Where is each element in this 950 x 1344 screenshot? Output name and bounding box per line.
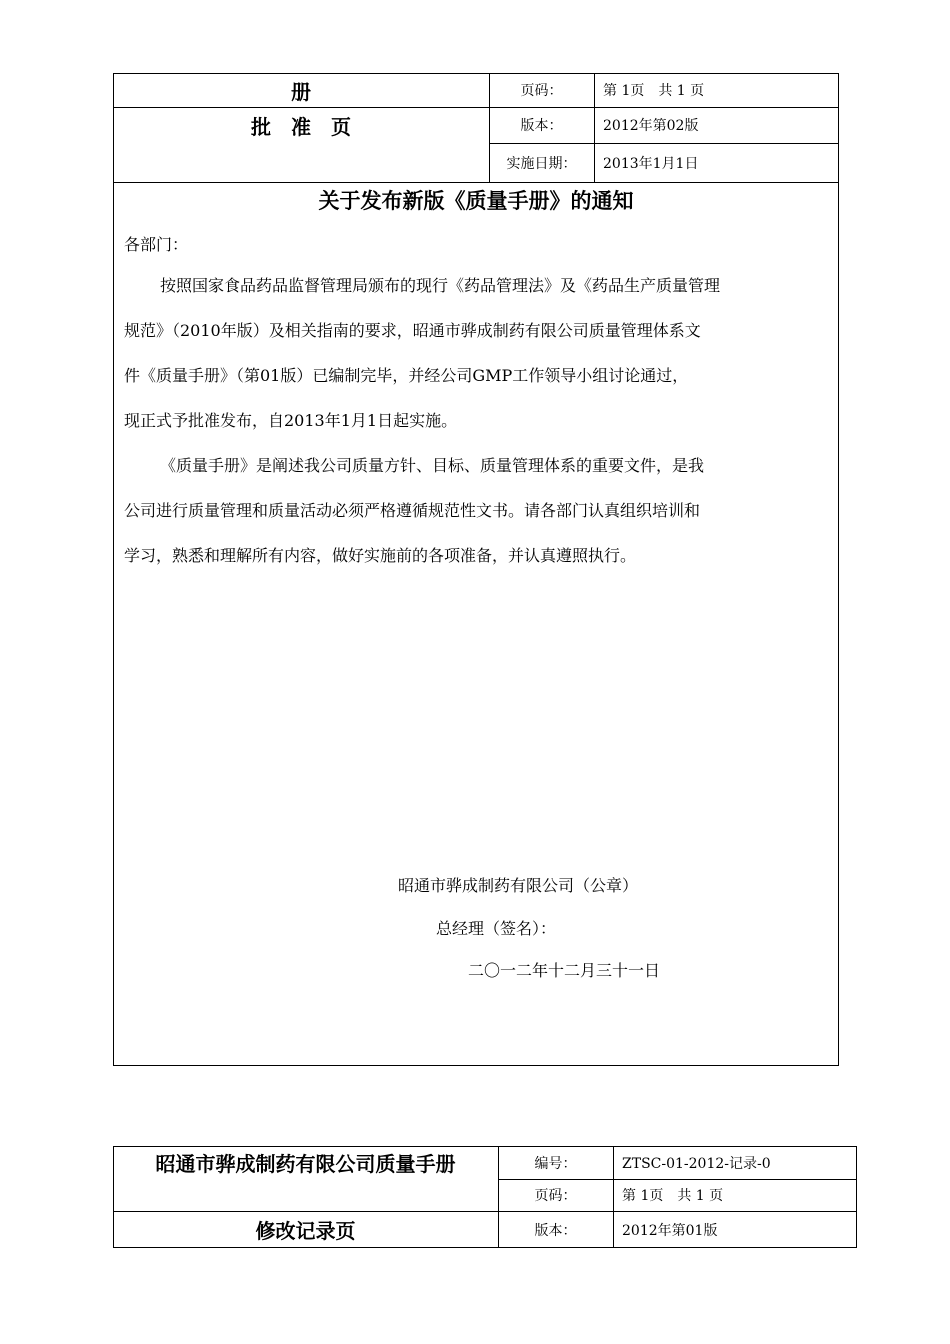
- effective-date-value: 2013年1月1日: [603, 155, 699, 172]
- page-subtitle: 批 准 页: [251, 114, 351, 139]
- effective-date-label: 实施日期：: [506, 155, 577, 172]
- paragraph-line: 规范》（2010年版）及相关指南的要求，昭通市骅成制药有限公司质量管理体系文: [124, 321, 701, 340]
- notice-paragraph-2: [124, 443, 830, 578]
- page-number-value: 第 1页 共 1 页: [603, 83, 705, 99]
- paragraph-line: 学习，熟悉和理解所有内容，做好实施前的各项准备，并认真遵照执行。: [124, 546, 637, 565]
- page-number-label: 页码：: [534, 1188, 577, 1204]
- paragraph-line: 按照国家食品药品监督管理局颁布的现行《药品管理法》及《药品生产质量管理: [160, 276, 721, 295]
- notice-paragraph-1: [124, 263, 830, 443]
- version-label: 版本：: [520, 118, 563, 134]
- paragraph-line: 件《质量手册》（第01版）已编制完毕，并经公司GMP工作领导小组讨论通过，: [124, 366, 689, 385]
- general-manager-signature-line: 总经理（签名）：: [436, 919, 557, 938]
- version-label: 版本：: [534, 1222, 577, 1239]
- version-value: 2012年第01版: [622, 1222, 718, 1239]
- company-seal-line: 昭通市骅成制药有限公司（公章）: [398, 876, 639, 895]
- manual-title: 昭通市骅成制药有限公司质量手册: [155, 1152, 456, 1176]
- document-title-partial: 册: [291, 79, 311, 104]
- version-value: 2012年第02版: [603, 118, 699, 134]
- document-code-value: ZTSC-01-2012-记录-0: [622, 1155, 771, 1172]
- paragraph-line: 《质量手册》是阐述我公司质量方针、目标、质量管理体系的重要文件，是我: [160, 456, 705, 475]
- notice-date: 二〇一二年十二月三十一日: [468, 961, 661, 980]
- document-code-label: 编号：: [534, 1155, 577, 1172]
- revision-page-subtitle: 修改记录页: [255, 1219, 356, 1243]
- page-number-value: 第 1页 共 1 页: [622, 1188, 724, 1204]
- page-number-label: 页码：: [520, 83, 563, 99]
- notice-title: 关于发布新版《质量手册》的通知: [318, 188, 634, 213]
- notice-salutation: 各部门：: [124, 235, 189, 254]
- paragraph-line: 现正式予批准发布，自2013年1月1日起实施。: [124, 411, 458, 430]
- paragraph-line: 公司进行质量管理和质量活动必须严格遵循规范性文书。请各部门认真组织培训和: [124, 501, 701, 520]
